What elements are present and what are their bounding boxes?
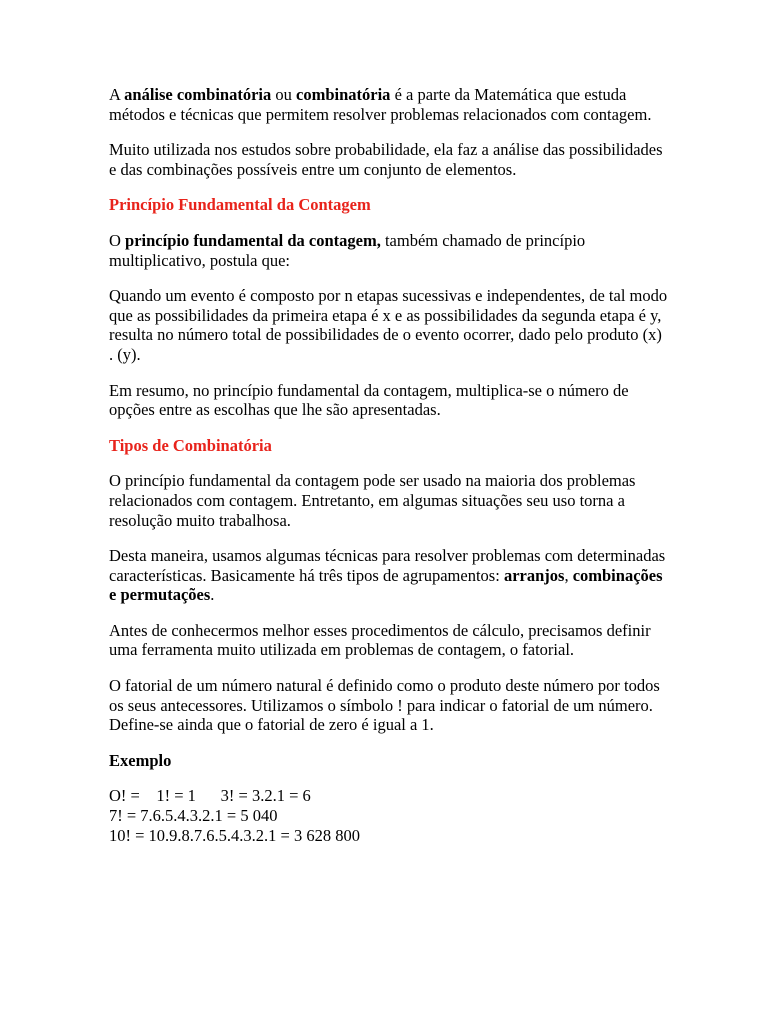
example-line-2: 7! = 7.6.5.4.3.2.1 = 5 040 — [109, 806, 278, 826]
types-paragraph-4: O fatorial de um número natural é definido como o produto deste número por todos os seus antecessores. Utilizamos o símbolo ! para indicar o fatorial de um número. Define-se ainda que o fatorial de zero é igual a 1. — [109, 676, 660, 735]
principle-text: O — [109, 230, 126, 250]
types-text: Desta maneira, usamos algumas técnicas para resolver problemas com determinadas características. Basicamente há três tipos de agrupamentos: — [109, 546, 666, 585]
types-text: . — [210, 585, 215, 605]
section-heading-principle: Princípio Fundamental da Contagem — [109, 195, 371, 215]
bold-term: combinatória — [296, 85, 391, 104]
example-line-1: O! = 1! = 1 3! = 3.2.1 = 6 — [109, 786, 311, 806]
example-block — [109, 786, 668, 845]
intro-text: ou — [271, 85, 297, 104]
types-text: , — [564, 565, 573, 585]
types-paragraph-1: O princípio fundamental da contagem pode ser usado na maioria dos problemas relacionados com contagem. Entretanto, em algumas situações seu uso torna a resolução muito trabalhosa. — [109, 471, 636, 530]
principle-text: também chamado de princípio multiplicativo, postula que: — [109, 230, 586, 270]
bold-term: análise combinatória — [124, 85, 272, 104]
example-title: Exemplo — [109, 750, 172, 770]
principle-paragraph-1 — [109, 231, 668, 270]
bold-term: princípio fundamental da contagem, — [125, 230, 381, 250]
bold-term: arranjos — [503, 565, 565, 585]
principle-paragraph-3: Em resumo, no princípio fundamental da contagem, multiplica-se o número de opções entre as escolhas que lhe são apresentadas. — [109, 380, 629, 420]
intro-text: A — [109, 85, 125, 104]
types-paragraph-2 — [109, 546, 668, 605]
types-paragraph-3: Antes de conhecermos melhor esses procedimentos de cálculo, precisamos definir uma ferramenta muito utilizada em problemas de contagem, o fatorial. — [109, 620, 651, 660]
intro-text: é a parte da Matemática que estuda métodos e técnicas que permitem resolver problemas relacionados com contagem. — [109, 85, 652, 124]
intro-paragraph-1 — [109, 85, 668, 124]
example-line-3: 10! = 10.9.8.7.6.5.4.3.2.1 = 3 628 800 — [109, 825, 360, 845]
intro-paragraph-2: Muito utilizada nos estudos sobre probabilidade, ela faz a análise das possibilidades e das combinações possíveis entre um conjunto de elementos. — [109, 140, 663, 179]
principle-paragraph-2: Quando um evento é composto por n etapas sucessivas e independentes, de tal modo que as possibilidades da primeira etapa é x e as possibilidades da segunda etapa é y, resulta no número total de possibilidades de o evento ocorrer, dado pelo produto (x) . (y). — [109, 286, 668, 364]
section-heading-types: Tipos de Combinatória — [109, 435, 272, 455]
bold-term: combinações e permutações — [109, 565, 663, 605]
